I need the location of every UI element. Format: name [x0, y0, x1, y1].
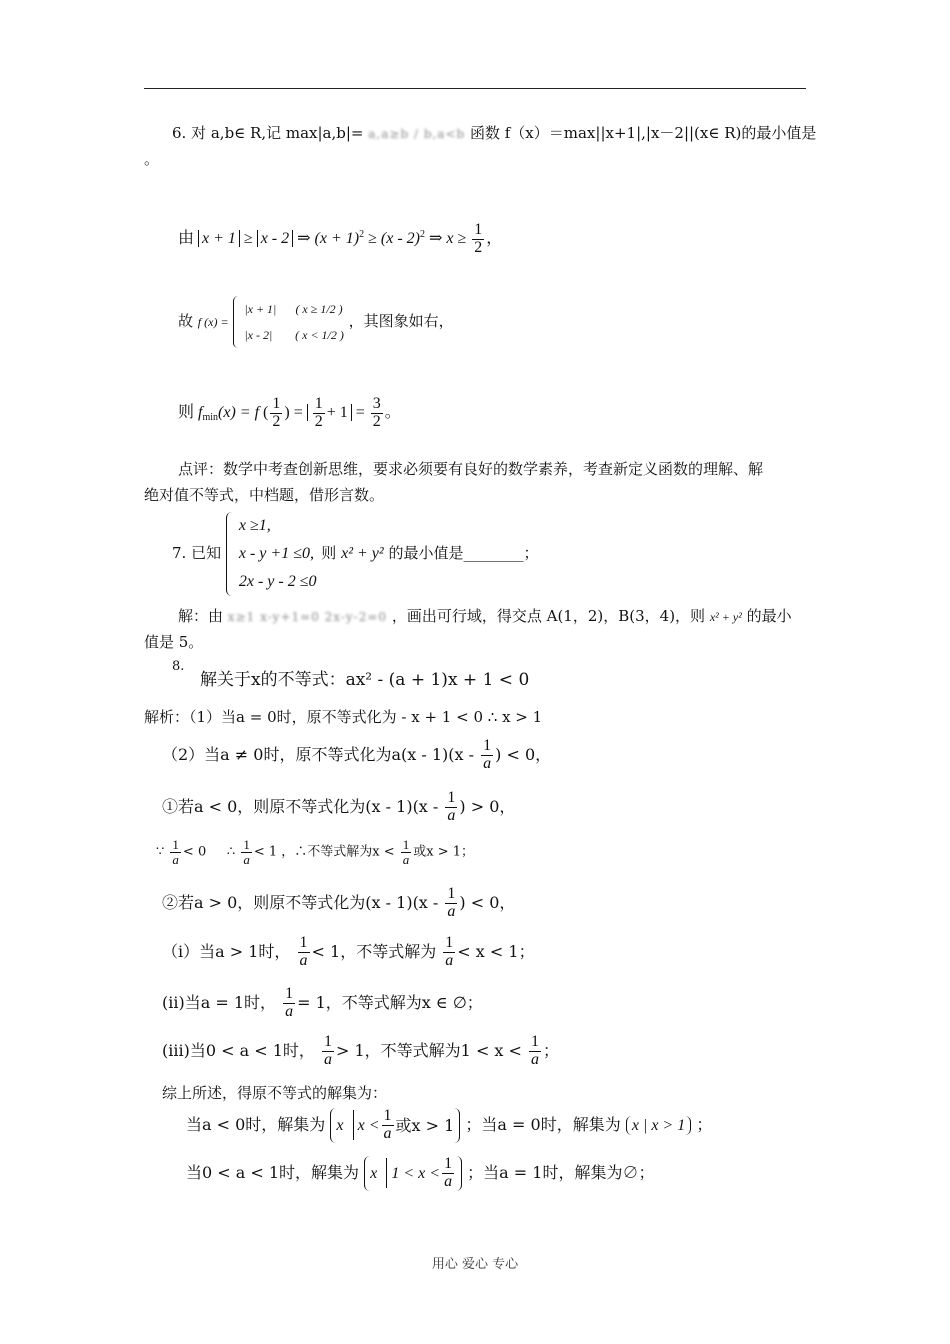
equation-system-blurred: x≥1 x-y+1=0 2x-y-2=0	[227, 609, 388, 624]
fraction-half: $\frac{1}{2}$	[474, 221, 483, 256]
p8-summary-line-1: 当a < 0时，解集为 x x < $\frac{1}{a}$ 或x > 1 ；当a = 0时，解集为 x | x > 1 ；	[186, 1107, 713, 1142]
p6-step-3: 则 $f_{min}(x) = f$ ( $\frac{1}{2}$ ) = $\frac{1}{2}$ + 1 = $\frac{3}{2}$ 。	[178, 395, 401, 430]
p8-summary: 综上所述，得原不等式的解集为：	[162, 1084, 388, 1102]
p8-line-7: (ii)当a = 1时， $\frac{1}{a}$ = 1，不等式解为x ∈ ∅；	[162, 985, 483, 1020]
fraction-1-over-a: $\frac{1}{a}$	[447, 789, 456, 824]
abs-half-plus-1: $\frac{1}{2}$ + 1	[307, 404, 352, 421]
fraction-result: $\frac{3}{2}$	[372, 395, 381, 430]
p8-line-2: （2）当a ≠ 0时，原不等式化为a(x - 1)(x - $\frac{1}{a}$ ) < 0，	[162, 737, 552, 772]
problem-6-function: 函数 f（x）＝max||x+1|,|x－2||(x∈ R)的最小值是	[469, 124, 817, 142]
step-lead: 故	[178, 312, 194, 330]
fraction-1-over-a: $\frac{1}{a}$	[483, 737, 492, 772]
problem-7-statement	[172, 512, 538, 596]
header-rule	[144, 88, 806, 89]
problem-6-tail: 。	[144, 150, 160, 168]
problem-7-solution	[178, 607, 792, 625]
exponent: 2	[359, 228, 365, 240]
period: 。	[384, 403, 401, 421]
x-ge: x ≥	[446, 229, 467, 247]
objective-expression: x² + y²	[341, 545, 384, 562]
p8-line-5: ②若a > 0，则原不等式化为(x - 1)(x - $\frac{1}{a}$ ) < 0，	[162, 885, 516, 920]
fraction-arg: $\frac{1}{2}$	[272, 395, 281, 430]
p6-step-2	[178, 296, 454, 348]
problem-7-tail: 的最小值是________；	[388, 544, 539, 562]
piecewise-cases	[233, 296, 344, 348]
square-right: (x - 2)	[380, 229, 420, 247]
comment-line-2: 绝对值不等式，中档题，借形言数。	[144, 486, 385, 504]
problem-8-title: 解关于x的不等式：ax² - (a + 1)x + 1 < 0	[200, 670, 530, 690]
step-tail: ，其图象如右，	[348, 312, 454, 330]
then-word: 则	[321, 544, 337, 562]
fraction-1-over-a: $\frac{1}{a}$	[243, 837, 250, 867]
f-min-arg: (x) = f	[218, 403, 260, 421]
problem-7-answer: 值是 5。	[144, 633, 204, 651]
equals: =	[293, 403, 303, 421]
fraction-1-over-a: $\frac{1}{a}$	[299, 934, 308, 969]
problem-6-statement	[172, 124, 816, 142]
fraction-1-over-a: $\frac{1}{a}$	[172, 837, 179, 867]
p8-line-4: ∵ $\frac{1}{a}$ < 0 ∴ $\frac{1}{a}$ < 1 ，∴不等式解为x < $\frac{1}{a}$ 或x > 1；	[156, 837, 475, 867]
problem-number: 6.	[172, 124, 187, 142]
case-1-condition: ( x ≥ 1/2 )	[295, 302, 343, 316]
abs-x-minus-2: x - 2	[257, 230, 293, 247]
step-lead: 则	[178, 403, 195, 421]
min-subscript: min	[202, 411, 219, 423]
fraction-1-over-a: $\frac{1}{a}$	[531, 1033, 540, 1068]
step-lead: 由	[178, 229, 195, 247]
p8-line-6: （i）当a > 1时， $\frac{1}{a}$ < 1，不等式解为 $\frac{1}{a}$ < x < 1；	[162, 934, 535, 969]
case-2-condition: ( x < 1/2 )	[295, 328, 344, 342]
ge-sign: ≥	[243, 229, 253, 247]
p8-line-1: 解析：（1）当a = 0时，原不等式化为 - x + 1 < 0 ∴ x > 1	[144, 708, 543, 726]
p8-line-8: (iii)当0 < a < 1时， $\frac{1}{a}$ > 1，不等式解为1 < x < $\frac{1}{a}$ ；	[162, 1033, 560, 1068]
constraint-2: x - y +1 ≤0,	[238, 545, 314, 562]
abs-x-plus-1: x + 1	[198, 230, 240, 247]
problem-number: 7. 已知	[172, 544, 222, 562]
solution-tail: 的最小	[746, 607, 792, 625]
exponent: 2	[419, 228, 425, 240]
f-of-x: f (x) =	[197, 315, 229, 329]
case-1-expression: |x + 1|	[244, 302, 277, 316]
fraction-1-over-a: $\frac{1}{a}$	[445, 934, 454, 969]
ge-sign: ≥	[368, 229, 377, 247]
fraction-1-over-a: $\frac{1}{a}$	[402, 837, 410, 867]
constraint-1: x ≥1,	[238, 517, 271, 534]
problem-8-number: 8.	[172, 659, 185, 674]
constraint-3: 2x - y - 2 ≤0	[238, 573, 317, 590]
case-2-expression: |x - 2|	[244, 328, 273, 342]
fraction-1-over-a: $\frac{1}{a}$	[285, 985, 294, 1020]
implies-sign: ⇒	[297, 229, 311, 247]
p6-step-1	[178, 222, 502, 257]
solution-lead: 解：由	[178, 607, 224, 625]
page-footer: 用心 爱心 专心	[431, 1257, 519, 1272]
comment-line-1: 点评：数学中考查创新思维，要求必须要有良好的数学素养，考查新定义函数的理解、解	[178, 460, 764, 478]
fraction-1-over-a: $\frac{1}{a}$	[447, 885, 456, 920]
square-left: (x + 1)	[314, 229, 360, 247]
f-min: f	[198, 403, 203, 421]
p8-summary-line-2: 当0 < a < 1时，解集为 x 1 < x < $\frac{1}{a}$ ；当a = 1时，解集为∅；	[186, 1155, 655, 1190]
solution-set-a-negative: x x < $\frac{1}{a}$ 或x > 1	[330, 1108, 460, 1143]
fraction-1-over-a: $\frac{1}{a}$	[324, 1033, 332, 1068]
objective-expression: x² + y²	[709, 610, 742, 624]
solution-middle: ，画出可行域，得交点 A(1，2)，B(3，4)，则	[391, 607, 706, 625]
problem-6-intro: 对 a,b∈ R,记 max|a,b|=	[191, 124, 364, 142]
equals: =	[355, 403, 365, 421]
solution-set-a-between: x 1 < x < $\frac{1}{a}$	[364, 1156, 462, 1191]
solution-set-a-zero: x | x > 1	[626, 1116, 691, 1135]
max-definition-blurred: a,a≥b / b,a<b	[368, 126, 466, 141]
constraint-system	[226, 512, 317, 596]
comma: ，	[486, 229, 503, 247]
implies-sign: ⇒	[428, 229, 443, 247]
p8-line-3: ①若a < 0，则原不等式化为(x - 1)(x - $\frac{1}{a}$ ) > 0，	[162, 789, 516, 824]
